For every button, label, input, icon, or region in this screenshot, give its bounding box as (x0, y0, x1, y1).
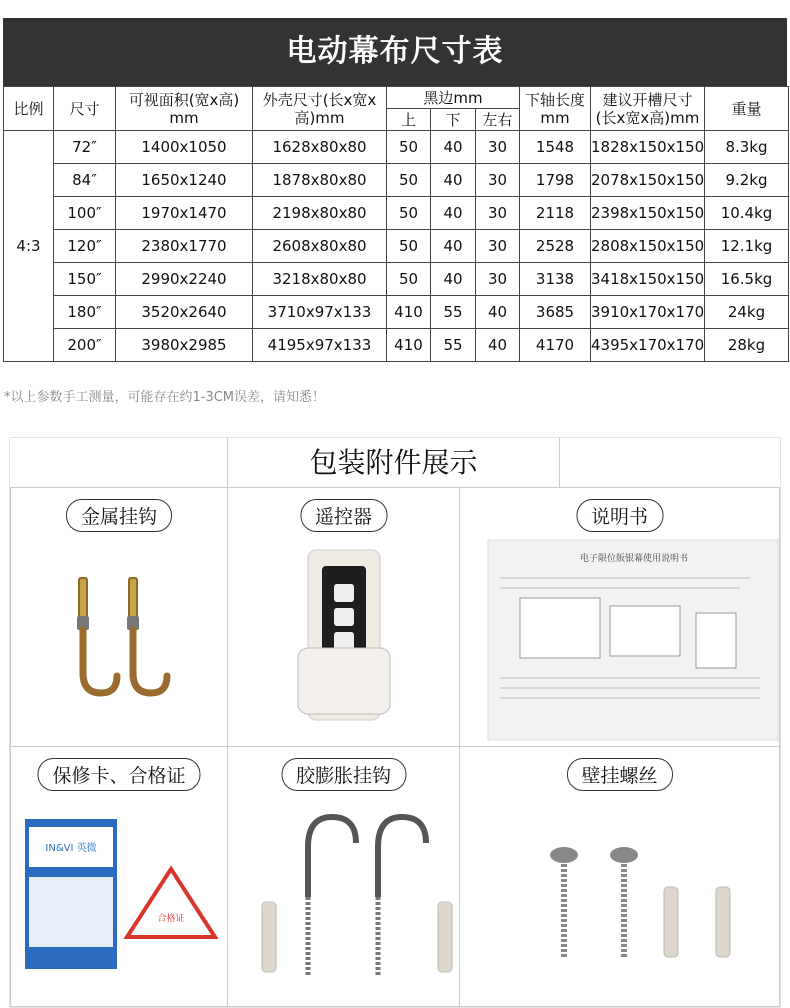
cell-area: 3980x2985 (116, 329, 253, 362)
cell-shell: 4195x97x133 (253, 329, 387, 362)
header-shaft-unit: mm (540, 108, 570, 127)
header-shaft-label: 下轴长度 (524, 90, 585, 109)
cell-weight: 10.4kg (705, 197, 789, 230)
cell-weight: 28kg (705, 329, 789, 362)
wall-screw-icon (460, 747, 781, 1008)
cell-slot: 2078x150x150 (591, 164, 705, 197)
cell-top: 410 (387, 296, 431, 329)
accessory-label: 胶膨胀挂钩 (281, 758, 406, 791)
cell-shaft: 3685 (520, 296, 591, 329)
cell-size: 200″ (54, 329, 116, 362)
measurement-note: *以上参数手工测量，可能存在约1-3CM误差，请知悉！ (4, 390, 326, 405)
warranty-brand: IN&VI 英微 (45, 843, 97, 854)
cell-top: 410 (387, 329, 431, 362)
cell-sides: 30 (476, 230, 520, 263)
cell-weight: 8.3kg (705, 131, 789, 164)
cell-shaft: 2528 (520, 230, 591, 263)
manual-icon (460, 488, 781, 748)
cell-shell: 1628x80x80 (253, 131, 387, 164)
cell-slot: 2808x150x150 (591, 230, 705, 263)
header-visible-area (116, 87, 253, 131)
cell-bottom: 40 (431, 164, 476, 197)
header-sides: 左右 (476, 109, 520, 131)
accessories-title: 包装附件展示 (309, 446, 478, 479)
cell-bottom: 55 (431, 329, 476, 362)
table-row (4, 296, 789, 329)
cell-weight: 16.5kg (705, 263, 789, 296)
cell-shell: 2608x80x80 (253, 230, 387, 263)
header-top: 上 (387, 109, 431, 131)
cell-weight: 9.2kg (705, 164, 789, 197)
cell-top: 50 (387, 164, 431, 197)
header-visible-area-label: 可视面积(宽x高) (128, 90, 240, 109)
header-weight: 重量 (705, 87, 789, 131)
header-shell-label-2: 高)mm (294, 108, 345, 127)
header-shell (253, 87, 387, 131)
metal-hook-icon (11, 488, 229, 748)
accessories-title-bar (10, 438, 780, 488)
accessory-cell-remote (227, 487, 460, 747)
table-row (4, 164, 789, 197)
accessory-cell-warranty (10, 746, 228, 1007)
page-title: 电动幕布尺寸表 (3, 18, 787, 86)
cell-shell: 3710x97x133 (253, 296, 387, 329)
cell-size: 84″ (54, 164, 116, 197)
accessory-label: 保修卡、合格证 (37, 758, 200, 791)
cell-area: 1970x1470 (116, 197, 253, 230)
accessory-cell-screw (459, 746, 780, 1007)
cell-shaft: 4170 (520, 329, 591, 362)
cell-weight: 12.1kg (705, 230, 789, 263)
header-slot-label: 建议开槽尺寸 (602, 90, 693, 109)
cell-size: 72″ (54, 131, 116, 164)
table-row (4, 230, 789, 263)
header-black-border: 黑边mm (387, 87, 520, 109)
header-visible-area-unit: mm (169, 108, 199, 127)
header-ratio: 比例 (4, 87, 54, 131)
cell-area: 2990x2240 (116, 263, 253, 296)
cell-bottom: 40 (431, 263, 476, 296)
cell-weight: 24kg (705, 296, 789, 329)
plastic-anchor-hook-icon (228, 747, 461, 1008)
cell-top: 50 (387, 197, 431, 230)
table-row (4, 263, 789, 296)
cell-slot: 3418x150x150 (591, 263, 705, 296)
cell-size: 150″ (54, 263, 116, 296)
cell-size: 100″ (54, 197, 116, 230)
accessory-label: 壁挂螺丝 (566, 758, 672, 791)
header-bottom: 下 (431, 109, 476, 131)
accessory-cell-metal-hook (10, 487, 228, 747)
cell-area: 1650x1240 (116, 164, 253, 197)
accessories-panel (9, 437, 781, 1008)
size-table (3, 86, 789, 362)
accessory-label: 遥控器 (300, 499, 387, 532)
header-size: 尺寸 (54, 87, 116, 131)
cell-sides: 30 (476, 263, 520, 296)
cell-shaft: 2118 (520, 197, 591, 230)
manual-heading: 电子限位版银幕使用说明书 (579, 554, 689, 564)
cell-shaft: 1548 (520, 131, 591, 164)
ratio-cell: 4:3 (4, 131, 54, 362)
cell-bottom: 55 (431, 296, 476, 329)
cell-size: 120″ (54, 230, 116, 263)
table-row (4, 197, 789, 230)
cell-area: 2380x1770 (116, 230, 253, 263)
accessory-cell-anchor-hook (227, 746, 460, 1007)
cell-slot: 3910x170x170 (591, 296, 705, 329)
table-row (4, 131, 789, 164)
cell-size: 180″ (54, 296, 116, 329)
cell-bottom: 40 (431, 131, 476, 164)
cell-sides: 30 (476, 131, 520, 164)
cell-sides: 30 (476, 197, 520, 230)
accessory-label: 说明书 (576, 499, 663, 532)
cell-shaft: 3138 (520, 263, 591, 296)
cell-bottom: 40 (431, 230, 476, 263)
cell-sides: 30 (476, 164, 520, 197)
title-right-block (559, 438, 781, 487)
table-row (4, 329, 789, 362)
cell-bottom: 40 (431, 197, 476, 230)
cell-shell: 1878x80x80 (253, 164, 387, 197)
cell-area: 1400x1050 (116, 131, 253, 164)
cert-label: 合格证 (157, 914, 185, 924)
cell-sides: 40 (476, 329, 520, 362)
cell-top: 50 (387, 263, 431, 296)
cell-sides: 40 (476, 296, 520, 329)
cell-area: 3520x2640 (116, 296, 253, 329)
title-left-block (10, 438, 228, 487)
accessory-cell-manual (459, 487, 780, 747)
cell-slot: 2398x150x150 (591, 197, 705, 230)
cell-shell: 2198x80x80 (253, 197, 387, 230)
header-slot (591, 87, 705, 131)
cell-slot: 1828x150x150 (591, 131, 705, 164)
cell-slot: 4395x170x170 (591, 329, 705, 362)
cell-top: 50 (387, 230, 431, 263)
cell-shell: 3218x80x80 (253, 263, 387, 296)
remote-control-icon (228, 488, 461, 748)
header-slot-label-2: (长x宽x高)mm (595, 108, 700, 127)
header-shaft (520, 87, 591, 131)
accessory-label: 金属挂钩 (66, 499, 172, 532)
cell-top: 50 (387, 131, 431, 164)
header-shell-label: 外壳尺寸(长x宽x (262, 90, 377, 109)
cell-shaft: 1798 (520, 164, 591, 197)
warranty-card-icon (11, 747, 229, 1008)
